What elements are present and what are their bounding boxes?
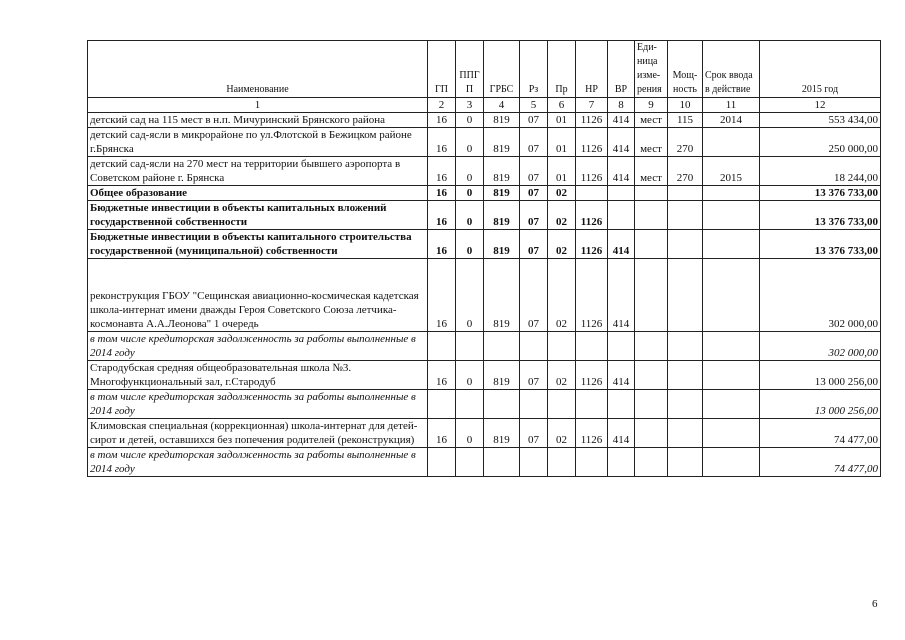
cell-ppgp: 0 (456, 186, 484, 201)
table-row (88, 259, 881, 332)
cell-vr: 414 (608, 361, 635, 390)
cell-ppgp: 0 (456, 259, 484, 332)
column-number: 11 (703, 98, 760, 113)
cell-gp: 16 (428, 157, 456, 186)
cell-np (576, 332, 608, 361)
cell-vr: 414 (608, 230, 635, 259)
cell-power (668, 361, 703, 390)
row-name: реконструкция ГБОУ "Сещинская авиационно-космическая кадетская школа-интернат имени дважды Героя Советского Союза летчика-космонавта А.А.Леонова" 1 очередь (88, 259, 428, 332)
cell-gp (428, 448, 456, 477)
cell-gp (428, 332, 456, 361)
cell-unit (635, 448, 668, 477)
cell-np: 1126 (576, 361, 608, 390)
cell-unit (635, 259, 668, 332)
cell-ppgp: 0 (456, 419, 484, 448)
cell-ppgp: 0 (456, 113, 484, 128)
row-name: в том числе кредиторская задолженность за работы выполненные в 2014 году (88, 448, 428, 477)
cell-pr (548, 332, 576, 361)
cell-pr: 02 (548, 419, 576, 448)
cell-ppgp: 0 (456, 128, 484, 157)
cell-grbs: 819 (484, 128, 520, 157)
cell-np (576, 390, 608, 419)
cell-vr: 414 (608, 113, 635, 128)
cell-pr: 02 (548, 186, 576, 201)
header-np: НР (576, 41, 608, 98)
header-term: Срок ввода в действие (703, 41, 760, 98)
cell-rz: 07 (520, 230, 548, 259)
cell-np: 1126 (576, 259, 608, 332)
cell-power: 115 (668, 113, 703, 128)
cell-gp: 16 (428, 113, 456, 128)
cell-ppgp (456, 390, 484, 419)
cell-vr: 414 (608, 128, 635, 157)
table-row (88, 128, 881, 157)
table-row (88, 201, 881, 230)
cell-term (703, 419, 760, 448)
cell-vr (608, 390, 635, 419)
cell-rz: 07 (520, 361, 548, 390)
column-number: 12 (760, 98, 881, 113)
cell-rz (520, 448, 548, 477)
cell-term (703, 332, 760, 361)
cell-vr: 414 (608, 157, 635, 186)
cell-gp (428, 390, 456, 419)
row-name: Стародубская средняя общеобразовательная школа №3. Многофункциональный зал, г.Стародуб (88, 361, 428, 390)
cell-amount: 74 477,00 (760, 419, 881, 448)
header-grbs: ГРБС (484, 41, 520, 98)
header-pr: Пр (548, 41, 576, 98)
cell-rz: 07 (520, 259, 548, 332)
cell-term (703, 448, 760, 477)
column-number: 6 (548, 98, 576, 113)
cell-rz: 07 (520, 201, 548, 230)
column-number: 5 (520, 98, 548, 113)
row-name: в том числе кредиторская задолженность за работы выполненные в 2014 году (88, 390, 428, 419)
cell-gp: 16 (428, 186, 456, 201)
cell-power (668, 332, 703, 361)
cell-unit (635, 186, 668, 201)
cell-pr: 01 (548, 128, 576, 157)
table-row (88, 448, 881, 477)
cell-amount: 13 376 733,00 (760, 186, 881, 201)
row-name: Бюджетные инвестиции в объекты капитальных вложений государственной собственности (88, 201, 428, 230)
cell-np: 1126 (576, 113, 608, 128)
cell-rz: 07 (520, 157, 548, 186)
row-name: детский сад на 115 мест в н.п. Мичуринский Брянского района (88, 113, 428, 128)
cell-pr: 02 (548, 201, 576, 230)
cell-amount: 250 000,00 (760, 128, 881, 157)
cell-np: 1126 (576, 419, 608, 448)
header-vr: ВР (608, 41, 635, 98)
header-rz: Рз (520, 41, 548, 98)
cell-term: 2014 (703, 113, 760, 128)
cell-rz (520, 390, 548, 419)
cell-amount: 13 376 733,00 (760, 201, 881, 230)
cell-gp: 16 (428, 419, 456, 448)
cell-rz: 07 (520, 113, 548, 128)
cell-term (703, 259, 760, 332)
cell-power: 270 (668, 128, 703, 157)
header-unit: Еди- ница изме- рения (635, 41, 668, 98)
cell-np: 1126 (576, 201, 608, 230)
cell-pr (548, 448, 576, 477)
cell-unit (635, 332, 668, 361)
cell-power (668, 230, 703, 259)
cell-grbs (484, 448, 520, 477)
table-row (88, 230, 881, 259)
table-row (88, 361, 881, 390)
cell-grbs: 819 (484, 230, 520, 259)
cell-np: 1126 (576, 157, 608, 186)
page-number: 6 (872, 598, 878, 610)
cell-grbs (484, 332, 520, 361)
cell-gp: 16 (428, 259, 456, 332)
cell-amount: 302 000,00 (760, 259, 881, 332)
cell-grbs: 819 (484, 259, 520, 332)
cell-pr: 01 (548, 157, 576, 186)
row-name: Общее образование (88, 186, 428, 201)
table-row (88, 157, 881, 186)
cell-unit (635, 361, 668, 390)
cell-unit (635, 201, 668, 230)
row-name: детский сад-ясли на 270 мест на территории бывшего аэропорта в Советском районе г. Брянска (88, 157, 428, 186)
table-row (88, 186, 881, 201)
cell-rz: 07 (520, 128, 548, 157)
table-row (88, 419, 881, 448)
cell-power (668, 259, 703, 332)
cell-np (576, 448, 608, 477)
table-row (88, 332, 881, 361)
cell-grbs: 819 (484, 186, 520, 201)
cell-amount: 74 477,00 (760, 448, 881, 477)
cell-amount: 302 000,00 (760, 332, 881, 361)
cell-ppgp: 0 (456, 201, 484, 230)
header-power: Мощ- ность (668, 41, 703, 98)
cell-vr (608, 186, 635, 201)
cell-unit (635, 419, 668, 448)
header-ppgp: ППГ П (456, 41, 484, 98)
cell-gp: 16 (428, 361, 456, 390)
header-row (88, 41, 881, 98)
cell-amount: 13 376 733,00 (760, 230, 881, 259)
cell-np (576, 186, 608, 201)
cell-unit: мест (635, 128, 668, 157)
cell-np: 1126 (576, 128, 608, 157)
cell-pr: 02 (548, 230, 576, 259)
column-number: 8 (608, 98, 635, 113)
cell-unit: мест (635, 157, 668, 186)
cell-term (703, 128, 760, 157)
cell-power (668, 448, 703, 477)
cell-term (703, 230, 760, 259)
table-row (88, 113, 881, 128)
header-year: 2015 год (760, 41, 881, 98)
table-row (88, 390, 881, 419)
cell-term: 2015 (703, 157, 760, 186)
cell-vr: 414 (608, 419, 635, 448)
cell-grbs: 819 (484, 201, 520, 230)
column-number: 3 (456, 98, 484, 113)
cell-power (668, 201, 703, 230)
cell-vr (608, 201, 635, 230)
cell-ppgp: 0 (456, 361, 484, 390)
cell-amount: 13 000 256,00 (760, 361, 881, 390)
cell-rz: 07 (520, 419, 548, 448)
cell-vr (608, 448, 635, 477)
column-number: 10 (668, 98, 703, 113)
cell-term (703, 186, 760, 201)
cell-vr: 414 (608, 259, 635, 332)
cell-ppgp: 0 (456, 230, 484, 259)
cell-rz (520, 332, 548, 361)
cell-grbs: 819 (484, 113, 520, 128)
cell-amount: 553 434,00 (760, 113, 881, 128)
column-number: 9 (635, 98, 668, 113)
column-number: 2 (428, 98, 456, 113)
cell-pr (548, 390, 576, 419)
cell-grbs: 819 (484, 157, 520, 186)
column-number: 1 (88, 98, 428, 113)
cell-grbs (484, 390, 520, 419)
header-name: Наименование (88, 41, 428, 98)
column-number: 7 (576, 98, 608, 113)
column-numbers-row (88, 98, 881, 113)
row-name: Климовская специальная (коррекционная) школа-интернат для детей-сирот и детей, оставшихся без попечения родителей (реконструкция) (88, 419, 428, 448)
cell-power (668, 390, 703, 419)
cell-rz: 07 (520, 186, 548, 201)
cell-ppgp (456, 448, 484, 477)
cell-amount: 13 000 256,00 (760, 390, 881, 419)
cell-pr: 02 (548, 259, 576, 332)
cell-term (703, 361, 760, 390)
cell-grbs: 819 (484, 419, 520, 448)
cell-gp: 16 (428, 201, 456, 230)
cell-pr: 01 (548, 113, 576, 128)
cell-term (703, 201, 760, 230)
cell-pr: 02 (548, 361, 576, 390)
cell-ppgp (456, 332, 484, 361)
header-gp: ГП (428, 41, 456, 98)
cell-vr (608, 332, 635, 361)
cell-unit: мест (635, 113, 668, 128)
row-name: детский сад-ясли в микрорайоне по ул.Флотской в Бежицком районе г.Брянска (88, 128, 428, 157)
cell-gp: 16 (428, 128, 456, 157)
cell-ppgp: 0 (456, 157, 484, 186)
cell-unit (635, 230, 668, 259)
cell-term (703, 390, 760, 419)
cell-power: 270 (668, 157, 703, 186)
cell-power (668, 419, 703, 448)
row-name: в том числе кредиторская задолженность за работы выполненные в 2014 году (88, 332, 428, 361)
budget-table (87, 40, 881, 477)
cell-power (668, 186, 703, 201)
cell-gp: 16 (428, 230, 456, 259)
row-name: Бюджетные инвестиции в объекты капитального строительства государственной (муниципальной) собственности (88, 230, 428, 259)
cell-grbs: 819 (484, 361, 520, 390)
cell-amount: 18 244,00 (760, 157, 881, 186)
column-number: 4 (484, 98, 520, 113)
cell-unit (635, 390, 668, 419)
cell-np: 1126 (576, 230, 608, 259)
